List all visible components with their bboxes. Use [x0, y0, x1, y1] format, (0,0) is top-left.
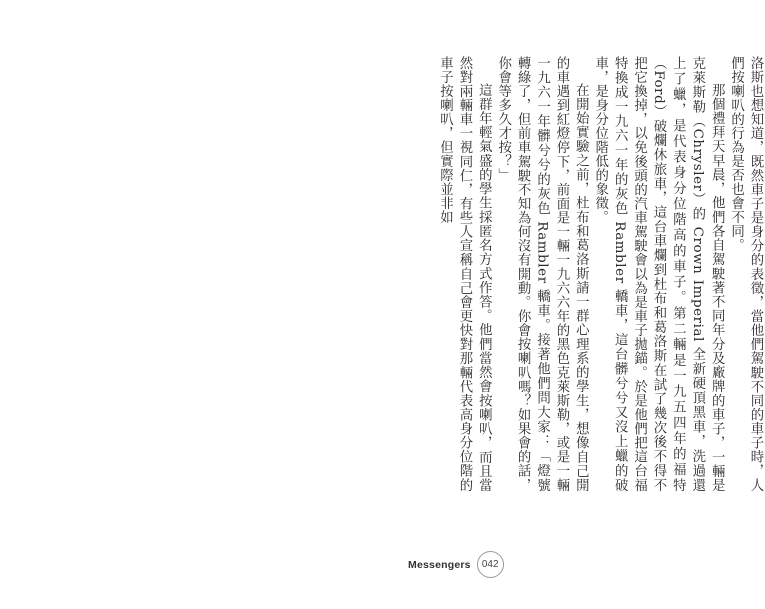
paragraph-1: 洛斯也想知道，既然車子是身分的表徵，當他們駕駛不同的車子時，人們按喇叭的行為是否也會不同。: [728, 56, 763, 492]
paragraph-3: 在開始實驗之前，杜布和葛洛斯請一群心理系的學生，想像自己開的車遇到紅燈停下，前面是一輛一九六六年的黑色克萊斯勒，或是一輛一九六一年髒兮兮的灰色 Rambler 轎車。接著他們問大家：「燈號轉綠了，但前車駕駛不知為何沒有開動。你會按喇叭嗎？如果會的話，你會等多久才按？」: [495, 56, 589, 492]
paragraph-4: 這群年輕氣盛的學生採匿名方式作答。他們當然會按喇叭，而且當然對兩輛車一視同仁，有些人宣稱自己會更快對那輛代表高身分位階的車子按喇叭，但實際並非如: [437, 56, 492, 492]
page-number: 042: [477, 551, 504, 578]
page-footer: [408, 551, 504, 578]
paragraph-2: 那個禮拜天早晨，他們各自駕駛著不同年分及廠牌的車子，一輛是克萊斯勒（Chrysler）的 Crown Imperial 全新硬頂黑車，洗過還上了蠟，是代表身分位階高的車子。第二輛是一九五四年的福特（Ford）破爛休旅車，這台車爛到杜布和葛洛斯在試了幾次後不得不把它換掉，以免後頭的汽車駕駛會以為是車子拋錨。於是他們把這台福特換成一九六一年的灰色 Rambler 轎車，這台髒兮兮又沒上蠟的破車，是身分位階低的象徵。: [592, 56, 725, 492]
running-title: Messengers: [408, 558, 471, 571]
body-text: [437, 56, 765, 492]
